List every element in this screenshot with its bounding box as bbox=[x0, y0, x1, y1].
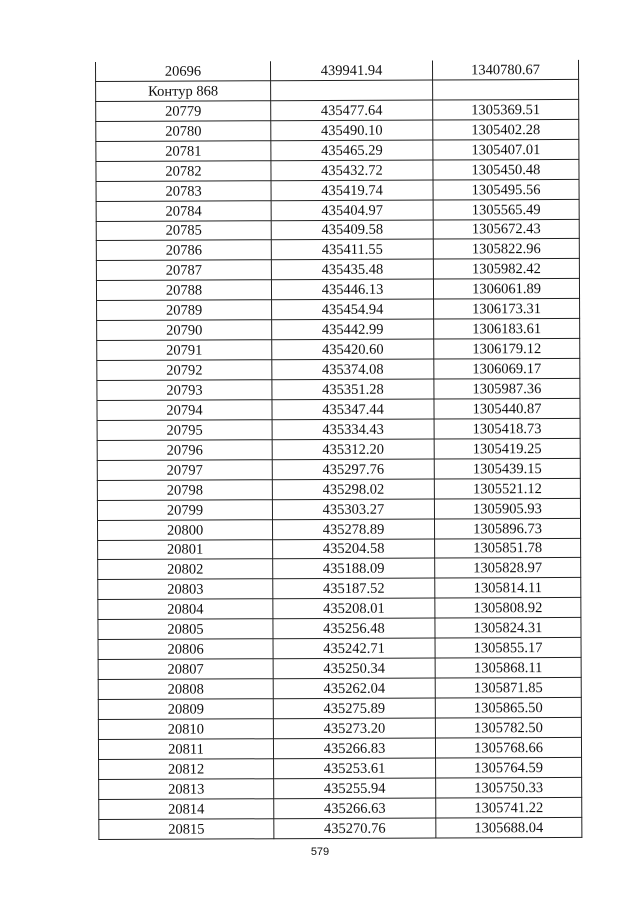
table-row bbox=[97, 319, 580, 341]
table-row bbox=[97, 518, 580, 540]
point-id-cell: 20812 bbox=[99, 759, 274, 780]
table-row bbox=[96, 119, 579, 141]
point-id-cell: 20809 bbox=[98, 699, 273, 720]
x-coordinate-cell: 435312.20 bbox=[272, 439, 434, 460]
x-coordinate-cell: 435255.94 bbox=[274, 778, 436, 799]
point-id-cell: 20793 bbox=[97, 380, 272, 401]
point-id-cell: 20792 bbox=[97, 360, 272, 381]
x-coordinate-cell: 435454.94 bbox=[272, 299, 434, 320]
x-coordinate-cell: 435347.44 bbox=[272, 399, 434, 420]
table-row bbox=[98, 538, 581, 560]
x-coordinate-cell: 435262.04 bbox=[273, 678, 435, 699]
point-id-cell: 20801 bbox=[98, 539, 273, 560]
point-id-cell: 20800 bbox=[97, 519, 272, 540]
y-coordinate-cell: 1305764.59 bbox=[436, 757, 582, 778]
x-coordinate-cell: 435465.29 bbox=[271, 140, 433, 161]
y-coordinate-cell: 1305855.17 bbox=[435, 638, 581, 659]
table-row bbox=[96, 239, 579, 261]
point-id-cell: 20798 bbox=[97, 479, 272, 500]
x-coordinate-cell: 435266.63 bbox=[274, 798, 436, 819]
y-coordinate-cell: 1305418.73 bbox=[434, 418, 580, 439]
table-row bbox=[98, 558, 581, 580]
x-coordinate-cell: 435256.48 bbox=[273, 618, 435, 639]
table-row bbox=[96, 199, 579, 221]
x-coordinate-cell: 435477.64 bbox=[271, 100, 433, 121]
table-row bbox=[97, 358, 580, 380]
x-coordinate-cell: 435411.55 bbox=[271, 239, 433, 260]
point-id-cell: 20802 bbox=[98, 559, 273, 580]
y-coordinate-cell: 1305440.87 bbox=[434, 398, 580, 419]
table-row bbox=[96, 259, 579, 281]
x-coordinate-cell: 435432.72 bbox=[271, 160, 433, 181]
x-coordinate-cell: 435420.60 bbox=[272, 339, 434, 360]
table-row bbox=[96, 99, 579, 121]
table-row bbox=[97, 378, 580, 400]
x-coordinate-cell: 435266.83 bbox=[273, 738, 435, 759]
point-id-cell: 20795 bbox=[97, 420, 272, 441]
x-coordinate-cell: 435442.99 bbox=[272, 319, 434, 340]
y-coordinate-cell: 1306179.12 bbox=[434, 339, 580, 360]
table-row bbox=[97, 418, 580, 440]
x-coordinate-cell: 439941.94 bbox=[270, 61, 432, 81]
y-coordinate-cell: 1305871.85 bbox=[435, 677, 581, 698]
y-coordinate-cell: 1305982.42 bbox=[433, 259, 579, 280]
x-coordinate-cell: 435435.48 bbox=[271, 259, 433, 280]
empty-cell bbox=[433, 79, 579, 100]
y-coordinate-cell: 1305750.33 bbox=[436, 777, 582, 798]
x-coordinate-cell: 435419.74 bbox=[271, 180, 433, 201]
empty-cell bbox=[271, 80, 433, 101]
table-row bbox=[97, 458, 580, 480]
x-coordinate-cell: 435278.89 bbox=[272, 519, 434, 540]
x-coordinate-cell: 435253.61 bbox=[274, 758, 436, 779]
point-id-cell: 20781 bbox=[96, 140, 271, 161]
table-row bbox=[98, 578, 581, 600]
table-row bbox=[97, 299, 580, 321]
x-coordinate-cell: 435250.34 bbox=[273, 658, 435, 679]
y-coordinate-cell: 1305896.73 bbox=[434, 518, 580, 539]
y-coordinate-cell: 1305369.51 bbox=[433, 99, 579, 120]
table-row bbox=[96, 219, 579, 241]
point-id-cell: 20784 bbox=[96, 200, 271, 221]
page-number: 579 bbox=[310, 846, 330, 858]
x-coordinate-cell: 435409.58 bbox=[271, 220, 433, 241]
table-row bbox=[98, 658, 581, 680]
x-coordinate-cell: 435297.76 bbox=[272, 459, 434, 480]
table-row bbox=[98, 717, 581, 739]
y-coordinate-cell: 1305688.04 bbox=[436, 817, 582, 838]
y-coordinate-cell: 1305741.22 bbox=[436, 797, 582, 818]
table-row bbox=[98, 737, 581, 759]
contour-label-cell: Контур 868 bbox=[96, 81, 271, 102]
point-id-cell: 20780 bbox=[96, 121, 271, 142]
x-coordinate-cell: 435446.13 bbox=[271, 279, 433, 300]
y-coordinate-cell: 1305407.01 bbox=[433, 139, 579, 160]
x-coordinate-cell: 435351.28 bbox=[272, 379, 434, 400]
y-coordinate-cell: 1305851.78 bbox=[435, 538, 581, 559]
table-row bbox=[96, 179, 579, 201]
y-coordinate-cell: 1305768.66 bbox=[435, 737, 581, 758]
table-row bbox=[99, 797, 582, 819]
point-id-cell: 20797 bbox=[97, 459, 272, 480]
table-row bbox=[97, 478, 580, 500]
point-id-cell: 20787 bbox=[96, 260, 271, 281]
point-id-cell: 20806 bbox=[98, 639, 273, 660]
coordinates-table bbox=[95, 60, 582, 840]
point-id-cell: 20794 bbox=[97, 400, 272, 421]
y-coordinate-cell: 1305814.11 bbox=[435, 578, 581, 599]
table-row bbox=[97, 438, 580, 460]
point-id-cell: 20811 bbox=[98, 739, 273, 760]
point-id-cell: 20808 bbox=[98, 679, 273, 700]
x-coordinate-cell: 435242.71 bbox=[273, 638, 435, 659]
y-coordinate-cell: 1340780.67 bbox=[432, 60, 578, 80]
y-coordinate-cell: 1306061.89 bbox=[433, 279, 579, 300]
table-row bbox=[98, 697, 581, 719]
x-coordinate-cell: 435208.01 bbox=[273, 598, 435, 619]
point-id-cell: 20814 bbox=[99, 798, 274, 819]
point-id-cell: 20796 bbox=[97, 440, 272, 461]
point-id-cell: 20788 bbox=[96, 280, 271, 301]
table-row bbox=[99, 817, 582, 839]
x-coordinate-cell: 435275.89 bbox=[273, 698, 435, 719]
x-coordinate-cell: 435273.20 bbox=[273, 718, 435, 739]
x-coordinate-cell: 435187.52 bbox=[273, 578, 435, 599]
y-coordinate-cell: 1305822.96 bbox=[433, 239, 579, 260]
y-coordinate-cell: 1305987.36 bbox=[434, 378, 580, 399]
table-row bbox=[96, 279, 579, 301]
table-row bbox=[98, 598, 581, 620]
point-id-cell: 20785 bbox=[96, 220, 271, 241]
y-coordinate-cell: 1305495.56 bbox=[433, 179, 579, 200]
table-row bbox=[99, 777, 582, 799]
point-id-cell: 20786 bbox=[96, 240, 271, 261]
point-id-cell: 20810 bbox=[98, 719, 273, 740]
y-coordinate-cell: 1305439.15 bbox=[434, 458, 580, 479]
y-coordinate-cell: 1305402.28 bbox=[433, 119, 579, 140]
point-id-cell: 20779 bbox=[96, 101, 271, 122]
y-coordinate-cell: 1305824.31 bbox=[435, 618, 581, 639]
y-coordinate-cell: 1305808.92 bbox=[435, 598, 581, 619]
x-coordinate-cell: 435303.27 bbox=[272, 499, 434, 520]
y-coordinate-cell: 1305521.12 bbox=[434, 478, 580, 499]
point-id-cell: 20791 bbox=[97, 340, 272, 361]
table-row bbox=[97, 498, 580, 520]
y-coordinate-cell: 1305868.11 bbox=[435, 658, 581, 679]
point-id-cell: 20783 bbox=[96, 180, 271, 201]
point-id-cell: 20789 bbox=[97, 300, 272, 321]
y-coordinate-cell: 1305865.50 bbox=[435, 697, 581, 718]
point-id-cell: 20790 bbox=[97, 320, 272, 341]
y-coordinate-cell: 1305419.25 bbox=[434, 438, 580, 459]
x-coordinate-cell: 435204.58 bbox=[273, 539, 435, 560]
point-id-cell: 20799 bbox=[97, 499, 272, 520]
table-row bbox=[97, 398, 580, 420]
point-id-cell: 20782 bbox=[96, 160, 271, 181]
x-coordinate-cell: 435374.08 bbox=[272, 359, 434, 380]
point-id-cell: 20807 bbox=[98, 659, 273, 680]
table-row bbox=[96, 139, 579, 161]
y-coordinate-cell: 1306173.31 bbox=[434, 299, 580, 320]
x-coordinate-cell: 435334.43 bbox=[272, 419, 434, 440]
point-id-cell: 20813 bbox=[99, 778, 274, 799]
x-coordinate-cell: 435188.09 bbox=[273, 558, 435, 579]
x-coordinate-cell: 435404.97 bbox=[271, 200, 433, 221]
y-coordinate-cell: 1305565.49 bbox=[433, 199, 579, 220]
point-id-cell: 20803 bbox=[98, 579, 273, 600]
table-row bbox=[95, 60, 578, 82]
y-coordinate-cell: 1306069.17 bbox=[434, 358, 580, 379]
y-coordinate-cell: 1306183.61 bbox=[434, 319, 580, 340]
point-id-cell: 20805 bbox=[98, 619, 273, 640]
x-coordinate-cell: 435298.02 bbox=[272, 479, 434, 500]
x-coordinate-cell: 435270.76 bbox=[274, 818, 436, 839]
x-coordinate-cell: 435490.10 bbox=[271, 120, 433, 141]
point-id-cell: 20804 bbox=[98, 599, 273, 620]
y-coordinate-cell: 1305450.48 bbox=[433, 159, 579, 180]
y-coordinate-cell: 1305782.50 bbox=[435, 717, 581, 738]
table-row bbox=[98, 618, 581, 640]
point-id-cell: 20815 bbox=[99, 818, 274, 839]
table-row bbox=[99, 757, 582, 779]
y-coordinate-cell: 1305905.93 bbox=[434, 498, 580, 519]
y-coordinate-cell: 1305828.97 bbox=[435, 558, 581, 579]
point-id-cell: 20696 bbox=[95, 61, 270, 81]
table-row bbox=[98, 677, 581, 699]
table-row bbox=[97, 339, 580, 361]
y-coordinate-cell: 1305672.43 bbox=[433, 219, 579, 240]
contour-header-row bbox=[96, 79, 579, 101]
table-row bbox=[96, 159, 579, 181]
table-row bbox=[98, 638, 581, 660]
